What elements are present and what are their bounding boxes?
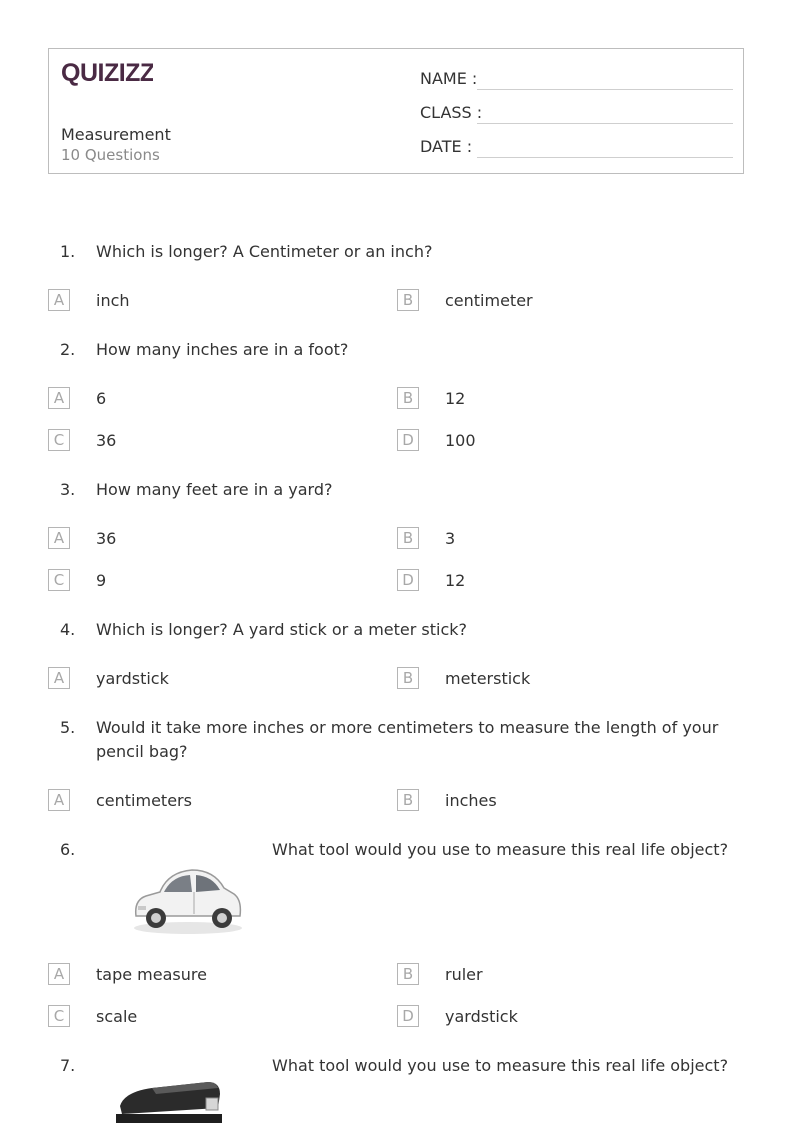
option-letter-box[interactable]: B bbox=[397, 667, 419, 689]
option-letter-box[interactable]: D bbox=[397, 1005, 419, 1027]
option-letter-box[interactable]: C bbox=[48, 569, 70, 591]
option-letter-box[interactable]: C bbox=[48, 429, 70, 451]
name-label: NAME : bbox=[420, 69, 478, 88]
question-number: 3. bbox=[60, 480, 76, 499]
option-text: 12 bbox=[445, 389, 466, 408]
option-text: yardstick bbox=[445, 1007, 518, 1026]
option-text: inches bbox=[445, 791, 497, 810]
option-letter-box[interactable]: D bbox=[397, 569, 419, 591]
option-text: 6 bbox=[96, 389, 107, 408]
worksheet-header bbox=[48, 48, 744, 174]
option-text: centimeters bbox=[96, 791, 192, 810]
option-text: 100 bbox=[445, 431, 476, 450]
option-text: tape measure bbox=[96, 965, 207, 984]
question-text: Which is longer? A yard stick or a meter stick? bbox=[96, 620, 468, 639]
class-line[interactable] bbox=[477, 123, 733, 124]
question-number: 7. bbox=[60, 1056, 76, 1075]
option-letter-box[interactable]: B bbox=[397, 963, 419, 985]
option-text: 3 bbox=[445, 529, 456, 548]
option-text: 36 bbox=[96, 431, 117, 450]
question-text: What tool would you use to measure this real life object? bbox=[272, 840, 729, 859]
question-text: Would it take more inches or more centimeters to measure the length of your pencil bag? bbox=[96, 718, 719, 761]
option-text: yardstick bbox=[96, 669, 169, 688]
option-letter-box[interactable]: C bbox=[48, 1005, 70, 1027]
option-text: 9 bbox=[96, 571, 107, 590]
question-count: 10 Questions bbox=[61, 146, 160, 164]
option-letter-box[interactable]: D bbox=[397, 429, 419, 451]
car-image bbox=[130, 862, 246, 942]
name-line[interactable] bbox=[477, 89, 733, 90]
option-letter-box[interactable]: B bbox=[397, 527, 419, 549]
option-text: inch bbox=[96, 291, 130, 310]
option-text: centimeter bbox=[445, 291, 533, 310]
stapler-image bbox=[112, 1074, 230, 1127]
question-text: What tool would you use to measure this real life object? bbox=[272, 1056, 729, 1075]
question-number: 5. bbox=[60, 718, 76, 737]
option-letter-box[interactable]: B bbox=[397, 387, 419, 409]
option-letter-box[interactable]: A bbox=[48, 387, 70, 409]
question-number: 1. bbox=[60, 242, 76, 261]
option-text: 12 bbox=[445, 571, 466, 590]
question-text: How many inches are in a foot? bbox=[96, 340, 349, 359]
date-line[interactable] bbox=[477, 157, 733, 158]
option-letter-box[interactable]: B bbox=[397, 789, 419, 811]
question-text: Which is longer? A Centimeter or an inch? bbox=[96, 242, 433, 261]
option-text: meterstick bbox=[445, 669, 531, 688]
svg-text:QUIZIZZ: QUIZIZZ bbox=[61, 59, 153, 87]
class-label: CLASS : bbox=[420, 103, 483, 122]
worksheet-title: Measurement bbox=[61, 125, 171, 144]
option-letter-box[interactable]: A bbox=[48, 527, 70, 549]
option-letter-box[interactable]: A bbox=[48, 289, 70, 311]
quizizz-logo bbox=[61, 57, 153, 91]
option-text: 36 bbox=[96, 529, 117, 548]
date-label: DATE : bbox=[420, 137, 473, 156]
option-letter-box[interactable]: B bbox=[397, 289, 419, 311]
question-number: 4. bbox=[60, 620, 76, 639]
question-number: 6. bbox=[60, 840, 76, 859]
option-text: scale bbox=[96, 1007, 138, 1026]
option-letter-box[interactable]: A bbox=[48, 789, 70, 811]
question-number: 2. bbox=[60, 340, 76, 359]
option-letter-box[interactable]: A bbox=[48, 667, 70, 689]
option-letter-box[interactable]: A bbox=[48, 963, 70, 985]
option-text: ruler bbox=[445, 965, 483, 984]
question-text: How many feet are in a yard? bbox=[96, 480, 333, 499]
